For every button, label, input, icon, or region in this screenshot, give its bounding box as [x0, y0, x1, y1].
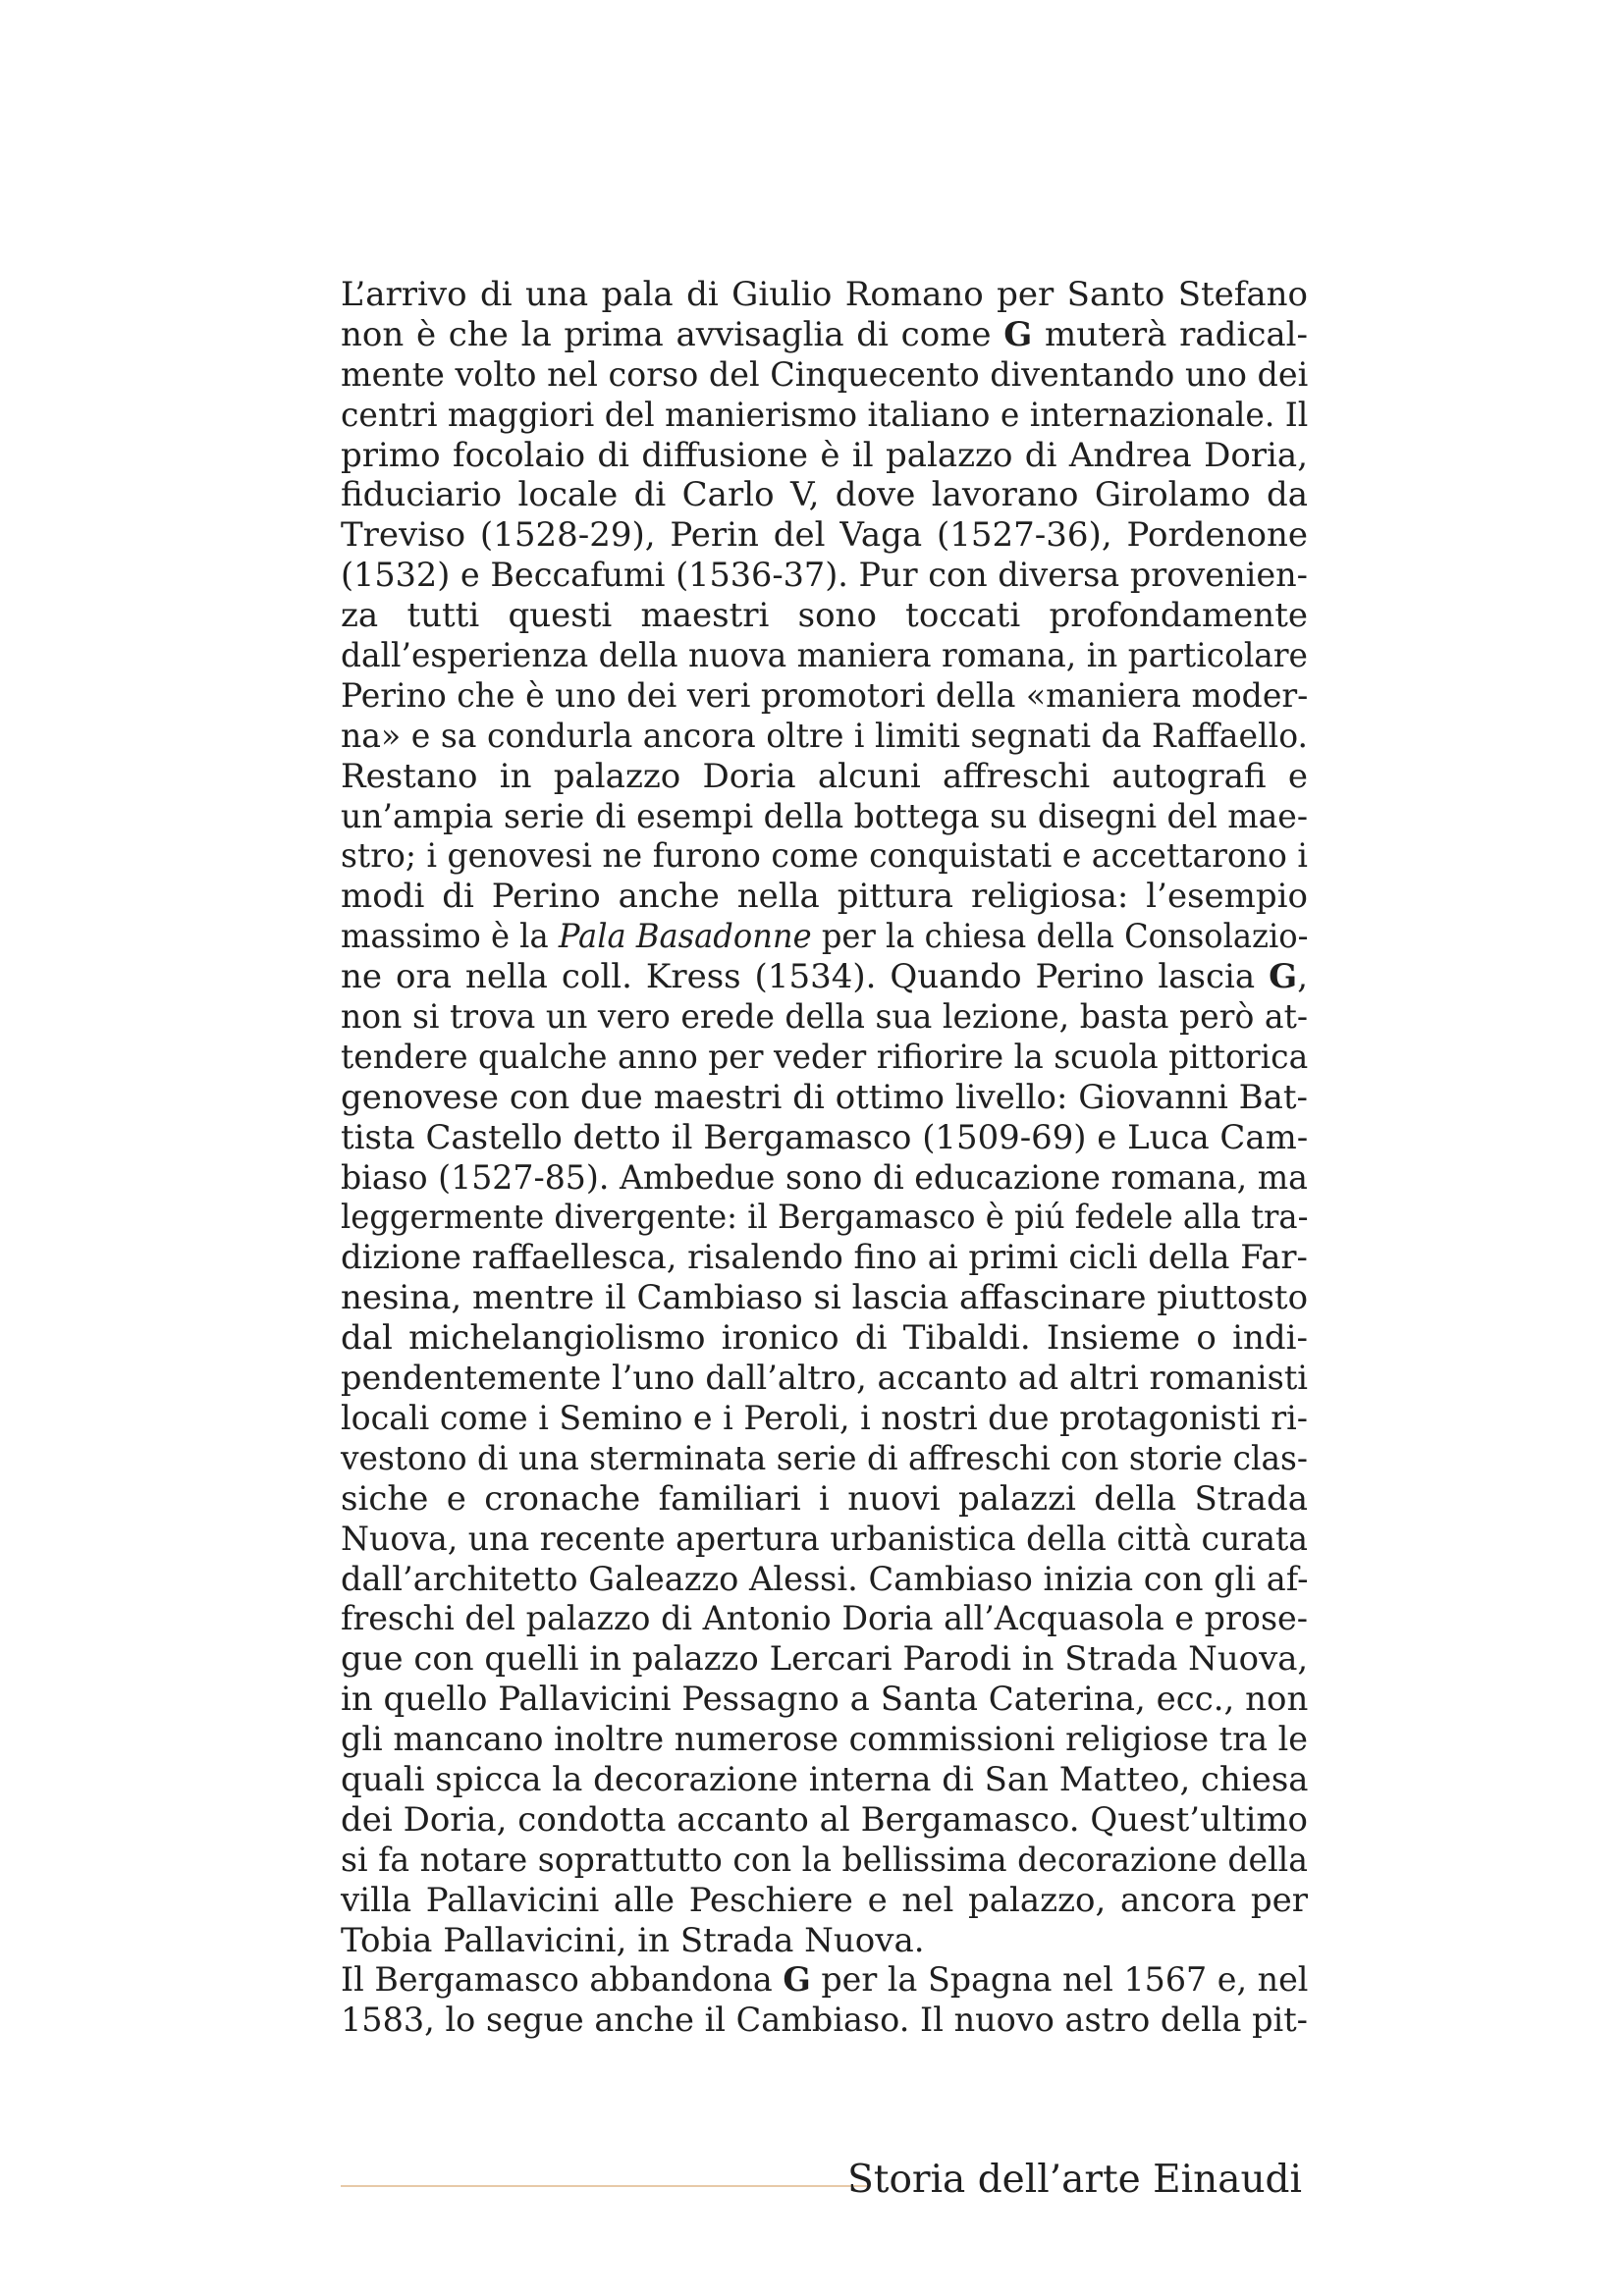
text-segment: dizione raffaellesca, risalendo fino ai primi cicli della Far- [341, 1238, 1308, 1278]
body-text [341, 275, 1308, 2041]
text-segment: Il Bergamasco abbandona [341, 1960, 784, 2001]
text-segment: fiduciario locale di Carlo V, dove lavorano Girolamo da [341, 475, 1308, 515]
text-line [341, 1118, 1308, 1158]
text-segment: za tutti questi maestri sono toccati profondamente [341, 596, 1308, 636]
text-segment: na» e sa condurla ancora oltre i limiti segnati da Raffaello. [341, 716, 1309, 756]
text-line [341, 636, 1308, 676]
text-segment: Perino che è uno dei veri promotori della «maniera moder- [341, 675, 1309, 716]
text-line [341, 1921, 1308, 1961]
text-line [341, 1238, 1308, 1278]
text-line [341, 475, 1308, 515]
bold-initial: G [783, 1960, 811, 2001]
text-line [341, 1399, 1308, 1439]
text-segment: per la chiesa della Consolazio- [811, 917, 1309, 957]
text-line [341, 1359, 1308, 1399]
text-segment: 1583, lo segue anche il Cambiaso. Il nuovo astro della pit- [341, 2001, 1308, 2041]
text-segment: primo focolaio di diffusione è il palazzo di Andrea Doria, [341, 435, 1308, 475]
text-segment: tista Castello detto il Bergamasco (1509-69) e Luca Cam- [341, 1117, 1309, 1157]
text-segment: Tobia Pallavicini, in Strada Nuova. [341, 1920, 925, 1960]
text-segment: nesina, mentre il Cambiaso si lascia affascinare piuttosto [341, 1278, 1309, 1318]
text-line [341, 1599, 1308, 1639]
text-line [341, 1078, 1308, 1118]
text-line [341, 836, 1308, 877]
text-line [341, 1720, 1308, 1760]
text-segment: in quello Pallavicini Pessagno a Santa Caterina, ecc., non [341, 1680, 1309, 1720]
text-line [341, 797, 1308, 837]
text-line [341, 717, 1308, 757]
text-line [341, 355, 1308, 396]
text-line [341, 1038, 1308, 1078]
text-segment: , [1297, 957, 1308, 997]
text-line [341, 917, 1308, 957]
text-segment: pendentemente l’uno dall’altro, accanto ad altri romanisti [341, 1359, 1308, 1399]
text-segment: Nuova, una recente apertura urbanistica della città curata [341, 1519, 1309, 1559]
text-line [341, 997, 1308, 1038]
text-segment: Treviso (1528-29), Perin del Vaga (1527-36), Pordenone [341, 515, 1308, 556]
text-segment: non è che la prima avvisaglia di come [341, 314, 1004, 354]
text-segment: per la Spagna nel 1567 e, nel [810, 1960, 1309, 2001]
text-line [341, 1318, 1308, 1359]
text-segment: freschi del palazzo di Antonio Doria all’Acquasola e prose- [341, 1599, 1308, 1639]
text-line [341, 436, 1308, 476]
text-line [341, 2001, 1308, 2041]
text-segment: non si trova un vero erede della sua lezione, basta però at- [341, 997, 1308, 1038]
text-line [341, 315, 1308, 355]
text-segment: (1532) e Beccafumi (1536-37). Pur con diversa provenien- [341, 556, 1308, 596]
text-segment: gli mancano inoltre numerose commissioni religiose tra le [341, 1720, 1309, 1760]
text-line [341, 1560, 1308, 1600]
text-line [341, 515, 1308, 556]
text-segment: stro; i genovesi ne furono come conquistati e accettarono i [341, 836, 1308, 877]
text-segment: modi di Perino anche nella pittura religiosa: l’esempio [341, 877, 1308, 917]
text-line [341, 1960, 1308, 2001]
text-segment: vestono di una sterminata serie di affreschi con storie clas- [341, 1438, 1308, 1478]
text-line [341, 877, 1308, 917]
text-line [341, 1198, 1308, 1238]
text-segment: dall’esperienza della nuova maniera romana, in particolare [341, 636, 1308, 676]
text-segment: villa Pallavicini alle Peschiere e nel palazzo, ancora per [341, 1880, 1308, 1920]
text-segment: un’ampia serie di esempi della bottega su disegni del mae- [341, 796, 1308, 836]
footer-rule [341, 2185, 867, 2187]
text-line [341, 596, 1308, 636]
text-line [341, 1479, 1308, 1520]
text-line [341, 1520, 1308, 1560]
text-segment: biaso (1527-85). Ambedue sono di educazione romana, ma [341, 1157, 1308, 1198]
text-segment: tendere qualche anno per veder rifiorire la scuola pittorica [341, 1037, 1309, 1077]
text-segment: mente volto nel corso del Cinquecento diventando uno dei [341, 354, 1309, 395]
text-line [341, 556, 1308, 596]
text-segment: genovese con due maestri di ottimo livello: Giovanni Bat- [341, 1077, 1309, 1117]
text-line [341, 1278, 1308, 1318]
text-segment: siche e cronache familiari i nuovi palazzi della Strada [341, 1478, 1308, 1519]
text-line [341, 1680, 1308, 1720]
text-line [341, 1800, 1308, 1841]
text-line [341, 1158, 1308, 1199]
bold-initial: G [1003, 314, 1033, 354]
text-segment: quali spicca la decorazione interna di San Matteo, chiesa [341, 1759, 1309, 1799]
text-line [341, 757, 1308, 797]
italic-title: Pala Basadonne [558, 917, 812, 957]
text-segment: leggermente divergente: il Bergamasco è piú fedele alla tra- [341, 1198, 1309, 1238]
text-segment: dei Doria, condotta accanto al Bergamasco. Quest’ultimo [341, 1799, 1309, 1840]
text-segment: L’arrivo di una pala di Giulio Romano per Santo Stefano [341, 275, 1308, 314]
text-line [341, 676, 1308, 717]
text-segment: gue con quelli in palazzo Lercari Parodi in Strada Nuova, [341, 1639, 1309, 1680]
text-line [341, 1639, 1308, 1680]
text-segment: dal michelangiolismo ironico di Tibaldi. Insieme o indi- [341, 1318, 1308, 1359]
footer-title: Storia dell’arte Einaudi [847, 2158, 1302, 2202]
bold-initial: G [1269, 957, 1298, 997]
text-segment: Restano in palazzo Doria alcuni affreschi autografi e [341, 756, 1308, 796]
text-segment: locali come i Semino e i Peroli, i nostri due protagonisti ri- [341, 1398, 1309, 1438]
text-segment: si fa notare soprattutto con la bellissima decorazione della [341, 1840, 1308, 1880]
text-segment: centri maggiori del manierismo italiano e internazionale. Il [341, 395, 1309, 435]
text-line [341, 1881, 1308, 1921]
text-segment: ne ora nella coll. Kress (1534). Quando Perino lascia [341, 957, 1270, 997]
text-segment: muterà radical- [1032, 314, 1308, 354]
text-line [341, 396, 1308, 436]
text-segment: massimo è la [341, 917, 559, 957]
text-line [341, 1439, 1308, 1479]
text-line [341, 957, 1308, 997]
text-segment: dall’architetto Galeazzo Alessi. Cambiaso inizia con gli af- [341, 1559, 1309, 1599]
text-line [341, 1760, 1308, 1800]
text-line [341, 275, 1308, 315]
text-line [341, 1841, 1308, 1881]
